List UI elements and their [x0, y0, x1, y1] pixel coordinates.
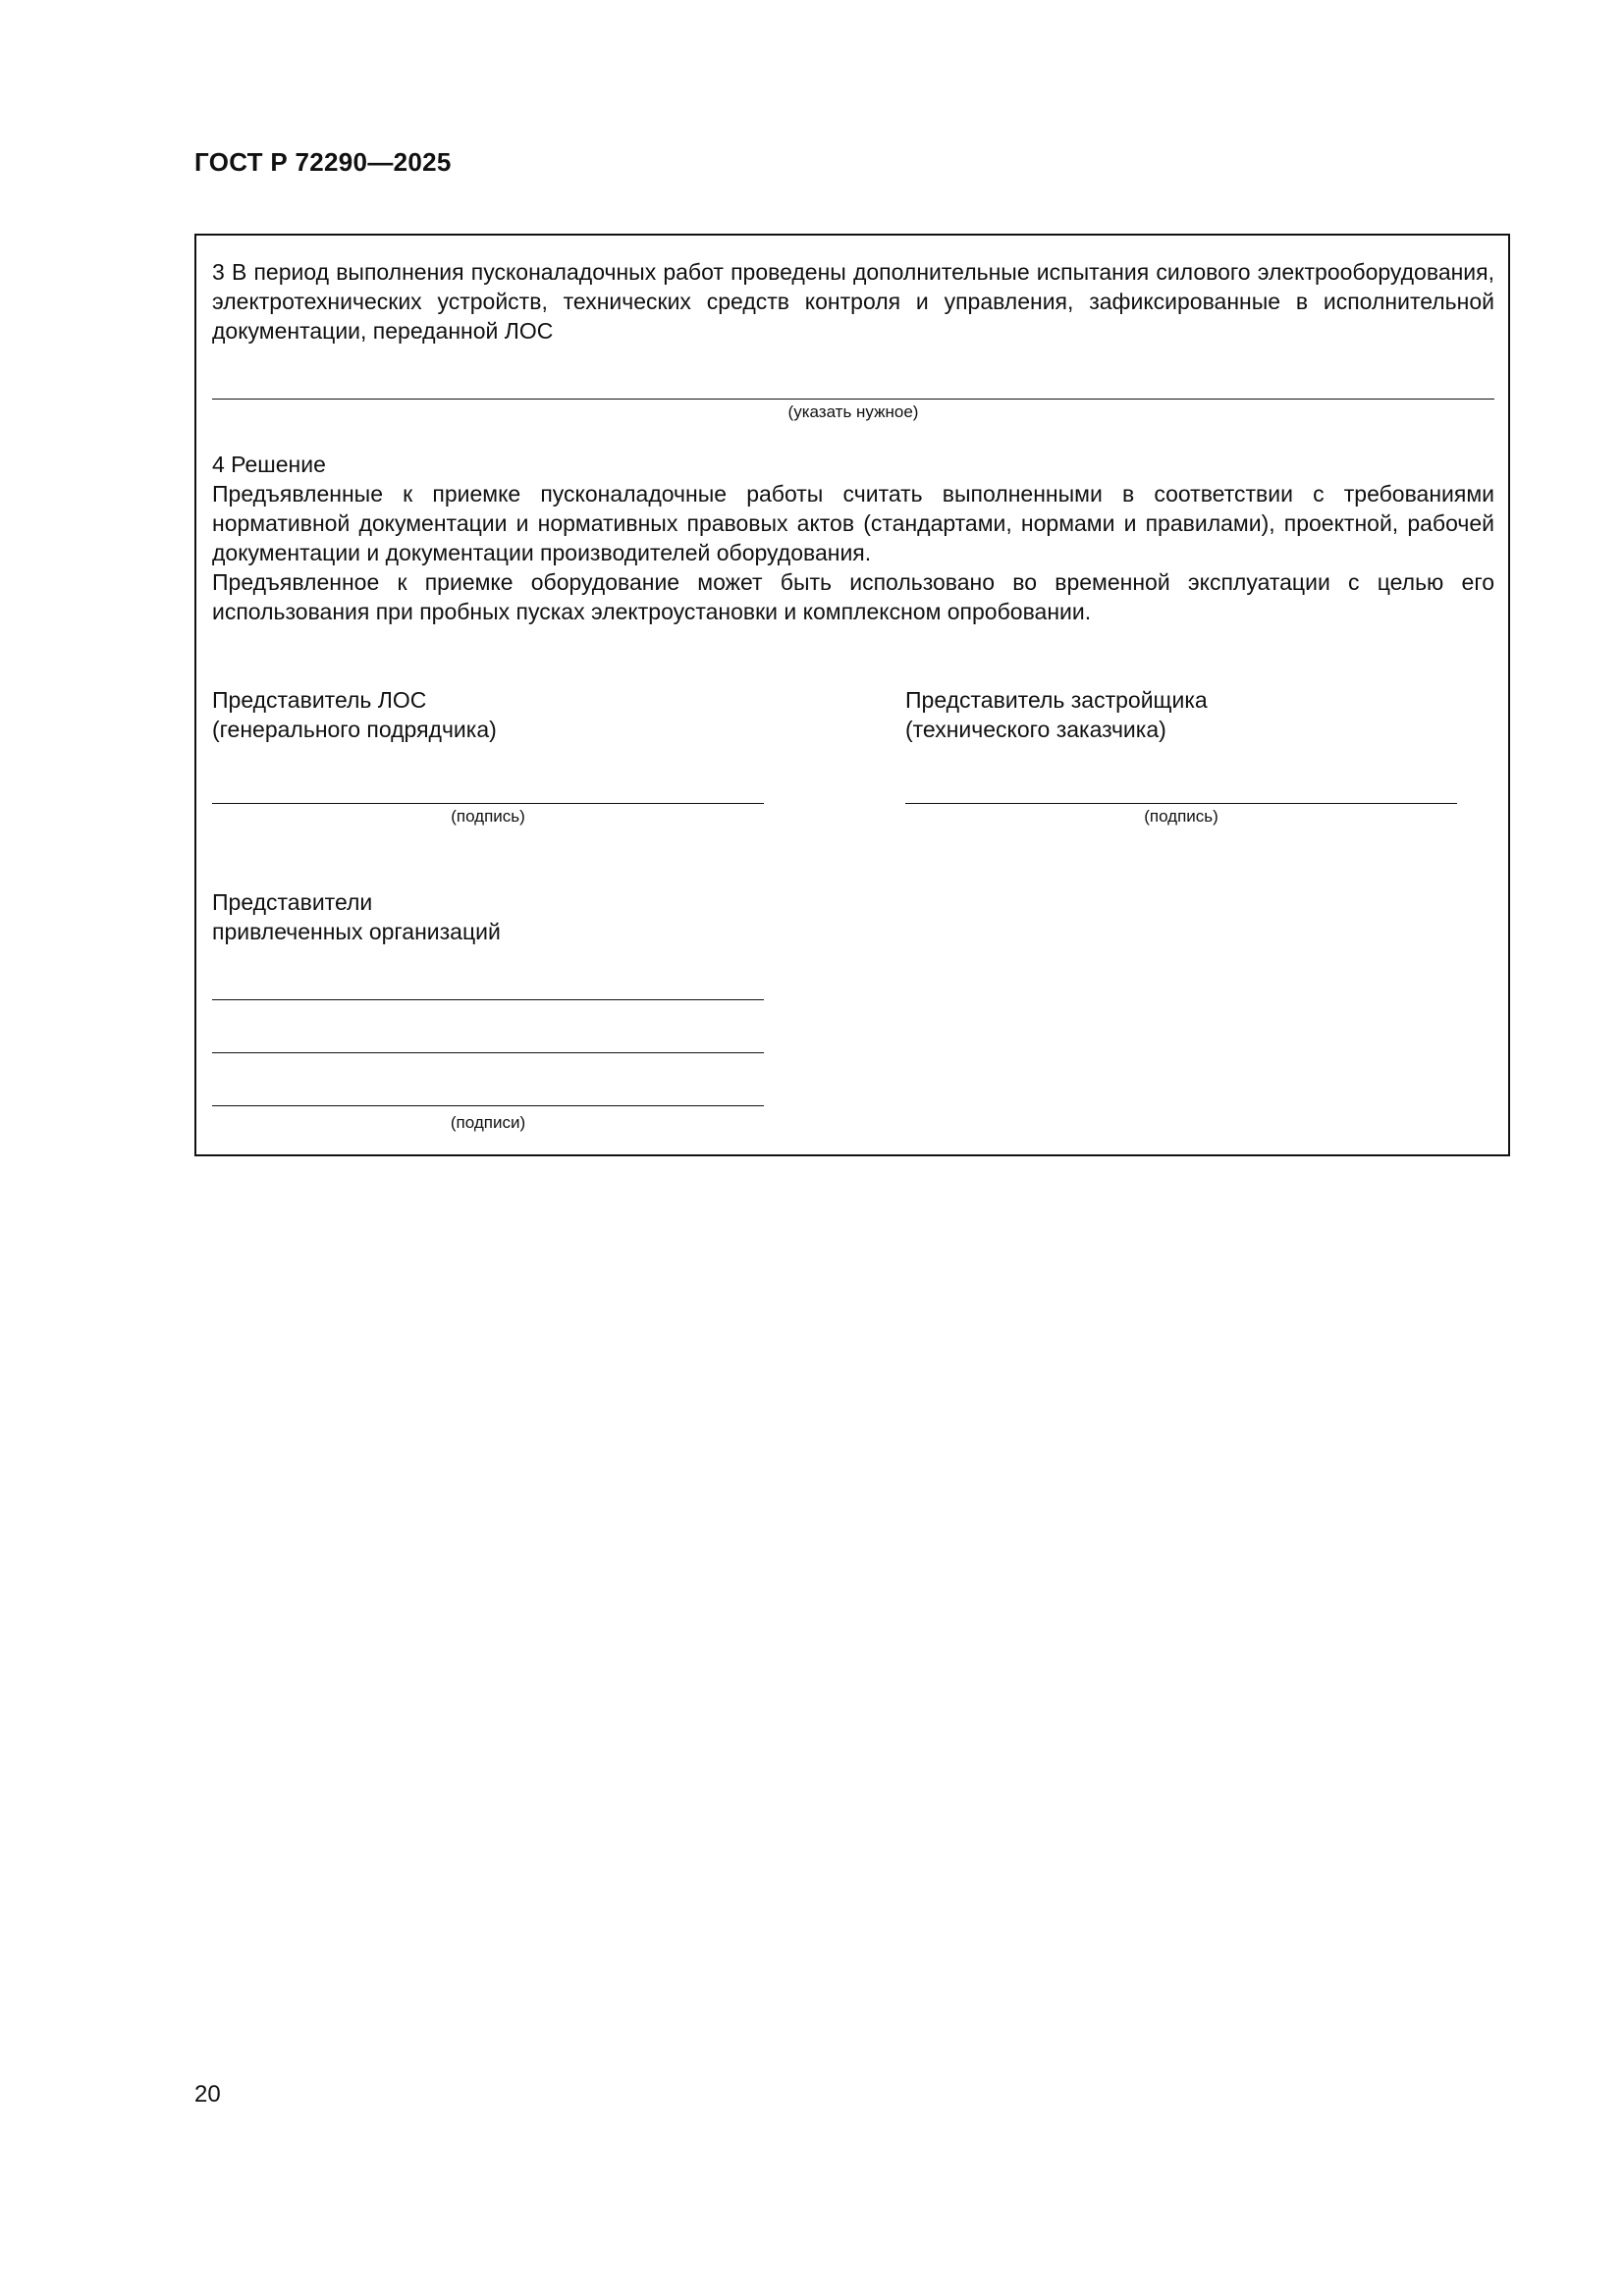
los-representative-sublabel: (генерального подрядчика) — [212, 717, 497, 742]
page-number: 20 — [194, 2081, 221, 2108]
act-form-frame — [194, 234, 1510, 1156]
developer-representative-label: Представитель застройщика — [905, 687, 1208, 713]
section-4-paragraph-1: Предъявленные к приемке пусконаладочные работы считать выполненными в соответствии с требованиями нормативной документации и нормативных правовых актов (стандартами, нормами и правилами), проектной, рабочей документации и документации производителей оборудования. — [212, 481, 1494, 565]
section-3-text: 3 В период выполнения пусконаладочных работ проведены дополнительные испытания силового электрооборудования, электротехнических устройств, технических средств контроля и управления, зафиксированные в исполнительной документации, переданной ЛОС — [212, 259, 1494, 344]
los-signature-line — [212, 803, 764, 804]
developer-signature-caption: (подпись) — [1144, 807, 1218, 826]
organizations-representatives-sublabel: привлеченных организаций — [212, 919, 501, 944]
developer-representative-sublabel: (технического заказчика) — [905, 717, 1166, 742]
document-header: ГОСТ Р 72290—2025 — [194, 147, 452, 177]
specify-caption: (указать нужное) — [787, 402, 919, 421]
organizations-representatives-label: Представители — [212, 889, 373, 915]
organizations-signature-line — [212, 1052, 764, 1053]
los-representative-label: Представитель ЛОС — [212, 687, 427, 713]
developer-signature-line — [905, 803, 1457, 804]
organizations-signature-line — [212, 1105, 764, 1106]
section-4-paragraph-2: Предъявленное к приемке оборудование может быть использовано во временной эксплуатации с целью его использования при пробных пусках электроустановки и комплексном опробовании. — [212, 569, 1494, 624]
los-signature-caption: (подпись) — [451, 807, 525, 826]
specify-line — [212, 399, 1494, 400]
organizations-signature-caption: (подписи) — [450, 1113, 526, 1132]
section-4-heading: 4 Решение — [212, 452, 326, 477]
organizations-signature-line — [212, 999, 764, 1000]
